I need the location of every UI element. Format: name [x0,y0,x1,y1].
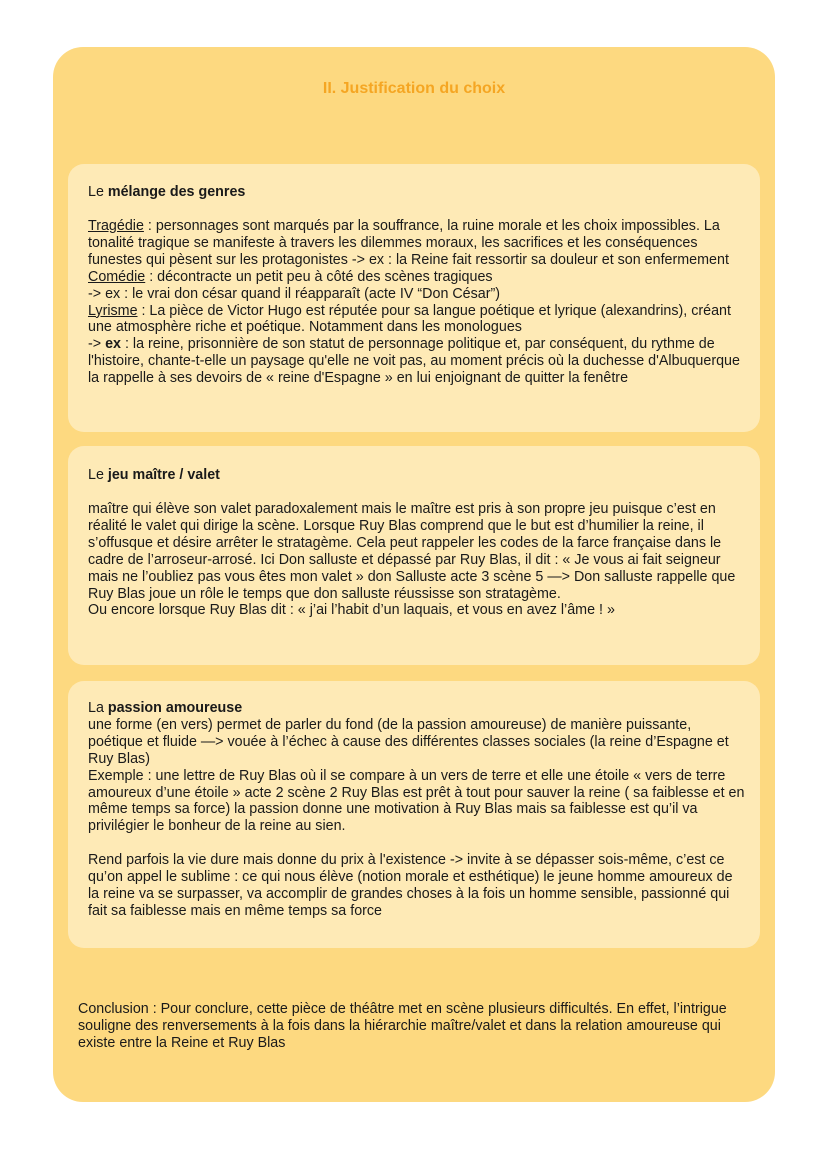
page-card [53,47,775,1102]
passion-paragraph-3: Rend parfois la vie dure mais donne du prix à l'existence -> invite à se dépasser sois-même, c’est ce qu’on appel le sublime : ce qui nous élève (notion morale et esthétique) le jeune homme amoureux de la reine va se surpasser, va accomplir de grandes choses à la fois un homme sensible, passionné qui fait sa faiblesse mais en même temps sa force [88,852,733,919]
tragedie-label: Tragédie [88,218,144,234]
tragedie-paragraph: Tragédie : personnages sont marqués par la souffrance, la ruine morale et les choix impossibles. La tonalité tragique se manifeste à travers les dilemmes moraux, les sacrifices et les conséquences funestes qui pèsent sur les protagonistes -> ex : la Reine fait ressortir sa douleur et son enfermement [88,218,729,268]
maitre-valet-paragraph: maître qui élève son valet paradoxalement mais le maître est pris à son propre jeu puisque c’est en réalité le valet qui dirige la scène. Lorsque Ruy Blas comprend que le but est d’humilier la reine, il s’offusque et désire arrêter le stratagème. Cela peut rappeler les codes de la farce française dans le cadre de l’arroseur-arrosé. Ici Don salluste et dépassé par Ruy Blas, il dit : « Je vous ai fait seigneur mais ne l’oubliez pas vous êtes mon valet » don Salluste acte 3 scène 5 —> Don salluste rappelle que Ruy Blas joue un rôle le temps que don salluste réussisse son stratagème. [88,501,736,602]
section-melange-des-genres [68,164,760,432]
passion-paragraph-2: Exemple : une lettre de Ruy Blas où il se compare à un vers de terre et elle une étoile « vers de terre amoureux d’une étoile » acte 2 scène 2 Ruy Blas est prêt à tout pour sauver la reine ( sa faiblesse et en même temps sa force) la passion donne une motivation à Ruy Blas mais sa faiblesse est qu’il va privilégier le bonheur de la reine au sien. [88,767,745,835]
lyrisme-example: -> ex : la reine, prisonnière de son statut de personnage politique et, par conséquent, du rythme de l'histoire, chante-t-elle un paysage qu'elle ne voit pas, au moment précis où la duchesse d'Albuquerque la rappelle à ses devoirs de « reine d'Espagne » en lui enjoignant de quitter la fenêtre [88,336,740,387]
section-heading: Le mélange des genres [88,184,246,200]
comedie-label: Comédie [88,268,146,285]
conclusion-paragraph: Conclusion : Pour conclure, cette pièce de théâtre met en scène plusieurs difficultés. En effet, l’intrigue souligne des renversements à la fois dans la hiérarchie maître/valet et dans la relation amoureuse qui existe entre la Reine et Ruy Blas [78,1001,727,1052]
section-heading: La passion amoureuse [88,700,243,716]
page-title: II. Justification du choix [322,80,506,97]
passion-paragraph-1: une forme (en vers) permet de parler du fond (de la passion amoureuse) de manière puissante, poétique et fluide —> vouée à l’échec à cause des différentes classes sociales (la reine d’Espagne et Ruy Blas) [88,716,729,767]
comedie-paragraph: Comédie : décontracte un petit peu à côté des scènes tragiques [88,268,493,285]
section-heading: Le jeu maître / valet [88,467,220,483]
lyrisme-label: Lyrisme [88,302,138,319]
maitre-valet-quote: Ou encore lorsque Ruy Blas dit : « j’ai l’habit d’un laquais, et vous en avez l’âme ! » [88,602,615,619]
section-passion-amoureuse [68,681,760,948]
comedie-example: -> ex : le vrai don césar quand il réapparaît (acte IV “Don César”) [88,285,501,302]
section-jeu-maitre-valet [68,446,760,665]
lyrisme-paragraph: Lyrisme : La pièce de Victor Hugo est réputée pour sa langue poétique et lyrique (alexandrins), créant une atmosphère riche et poétique. Notamment dans les monologues [88,302,731,336]
